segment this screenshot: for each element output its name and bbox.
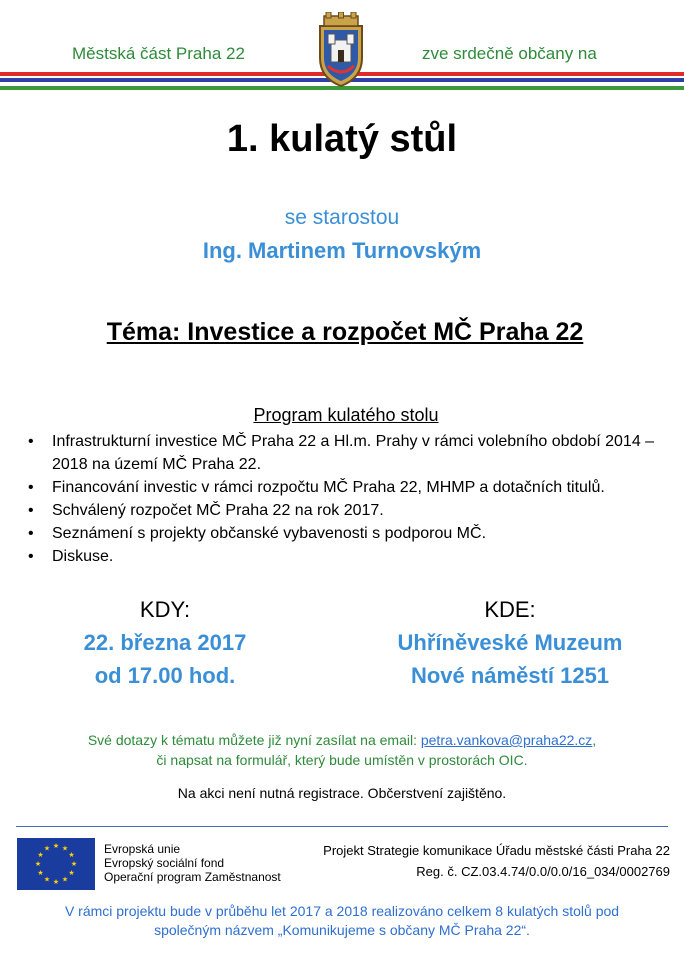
program-item: • Diskuse. [22, 545, 682, 568]
eu-flag-icon [17, 838, 95, 890]
contact-line-1 [0, 732, 684, 748]
header-left-text: Městská část Praha 22 [72, 44, 245, 63]
when-time: od 17.00 hod. [94, 663, 236, 688]
svg-text:★: ★ [37, 851, 44, 859]
program-item: • Infrastrukturní investice MČ Praha 22 a Hl.m. Prahy v rámci volebního období 2014 – 2018 na území MČ Praha 22. [22, 430, 682, 476]
contact-line-2: či napsat na formulář, který bude umístěn v prostorách OIC. [156, 752, 528, 768]
footer-divider [16, 826, 668, 827]
contact-prefix: Své dotazy k tématu můžete již nyní zasílat na email: [87, 732, 417, 748]
svg-text:★: ★ [37, 869, 44, 877]
page-title: 1. kulatý stůl [226, 118, 458, 160]
registration-note: Na akci není nutná registrace. Občerstvení zajištěno. [177, 785, 507, 801]
bullet-icon: • [28, 502, 34, 519]
eu-line: Evropský sociální fond [104, 856, 225, 870]
program-item: • Financování investic v rámci rozpočtu MČ Praha 22, MHMP a dotačních titulů. [22, 476, 682, 499]
where-address: Nové náměstí 1251 [410, 663, 610, 688]
svg-text:★: ★ [52, 878, 60, 886]
contact-suffix: , [592, 732, 597, 748]
program-list [22, 430, 682, 568]
svg-text:★: ★ [68, 851, 75, 859]
svg-text:★: ★ [68, 869, 75, 877]
footer-line-2: společným názvem „Komunikujeme s občany MČ Praha 22“. [154, 922, 530, 938]
bullet-icon: • [28, 525, 34, 542]
svg-text:★: ★ [43, 875, 51, 884]
program-item: • Schválený rozpočet MČ Praha 22 na rok 2017. [22, 499, 682, 522]
where-place: Uhříněveské Muzeum [397, 630, 623, 655]
eu-line: Evropská unie [104, 842, 181, 856]
program-item: • Seznámení s projekty občanské vybavenosti s podporou MČ. [22, 522, 682, 545]
svg-text:★: ★ [70, 860, 78, 868]
subtitle-line-1: se starostou [284, 206, 400, 229]
header-right-text: zve srdečně občany na [422, 44, 597, 63]
where-label: KDE: [484, 597, 536, 622]
project-name: Projekt Strategie komunikace Úřadu městské části Praha 22 [323, 843, 670, 858]
bullet-icon: • [28, 548, 34, 565]
theme-heading: Téma: Investice a rozpočet MČ Praha 22 [106, 318, 584, 346]
bullet-icon: • [28, 433, 34, 450]
coat-of-arms-icon [314, 12, 368, 88]
eu-line: Operační program Zaměstnanost [104, 870, 281, 884]
eu-text [104, 842, 281, 884]
bullet-icon: • [28, 479, 34, 496]
when-date: 22. března 2017 [83, 630, 247, 655]
when-label: KDY: [139, 597, 191, 622]
email-link[interactable]: petra.vankova@praha22.cz [420, 732, 593, 748]
project-registration: Reg. č. CZ.03.4.74/0.0/0.0/16_034/0002769 [416, 864, 670, 879]
svg-text:★: ★ [34, 860, 42, 868]
footer-line-1: V rámci projektu bude v průběhu let 2017 a 2018 realizováno celkem 8 kulatých stolů pod [64, 903, 620, 919]
subtitle-line-2: Ing. Martinem Turnovským [202, 238, 482, 263]
svg-text:★: ★ [61, 875, 69, 884]
svg-text:★: ★ [43, 844, 51, 853]
program-heading: Program kulatého stolu [253, 405, 439, 425]
svg-text:★: ★ [52, 842, 60, 850]
svg-text:★: ★ [61, 844, 69, 853]
